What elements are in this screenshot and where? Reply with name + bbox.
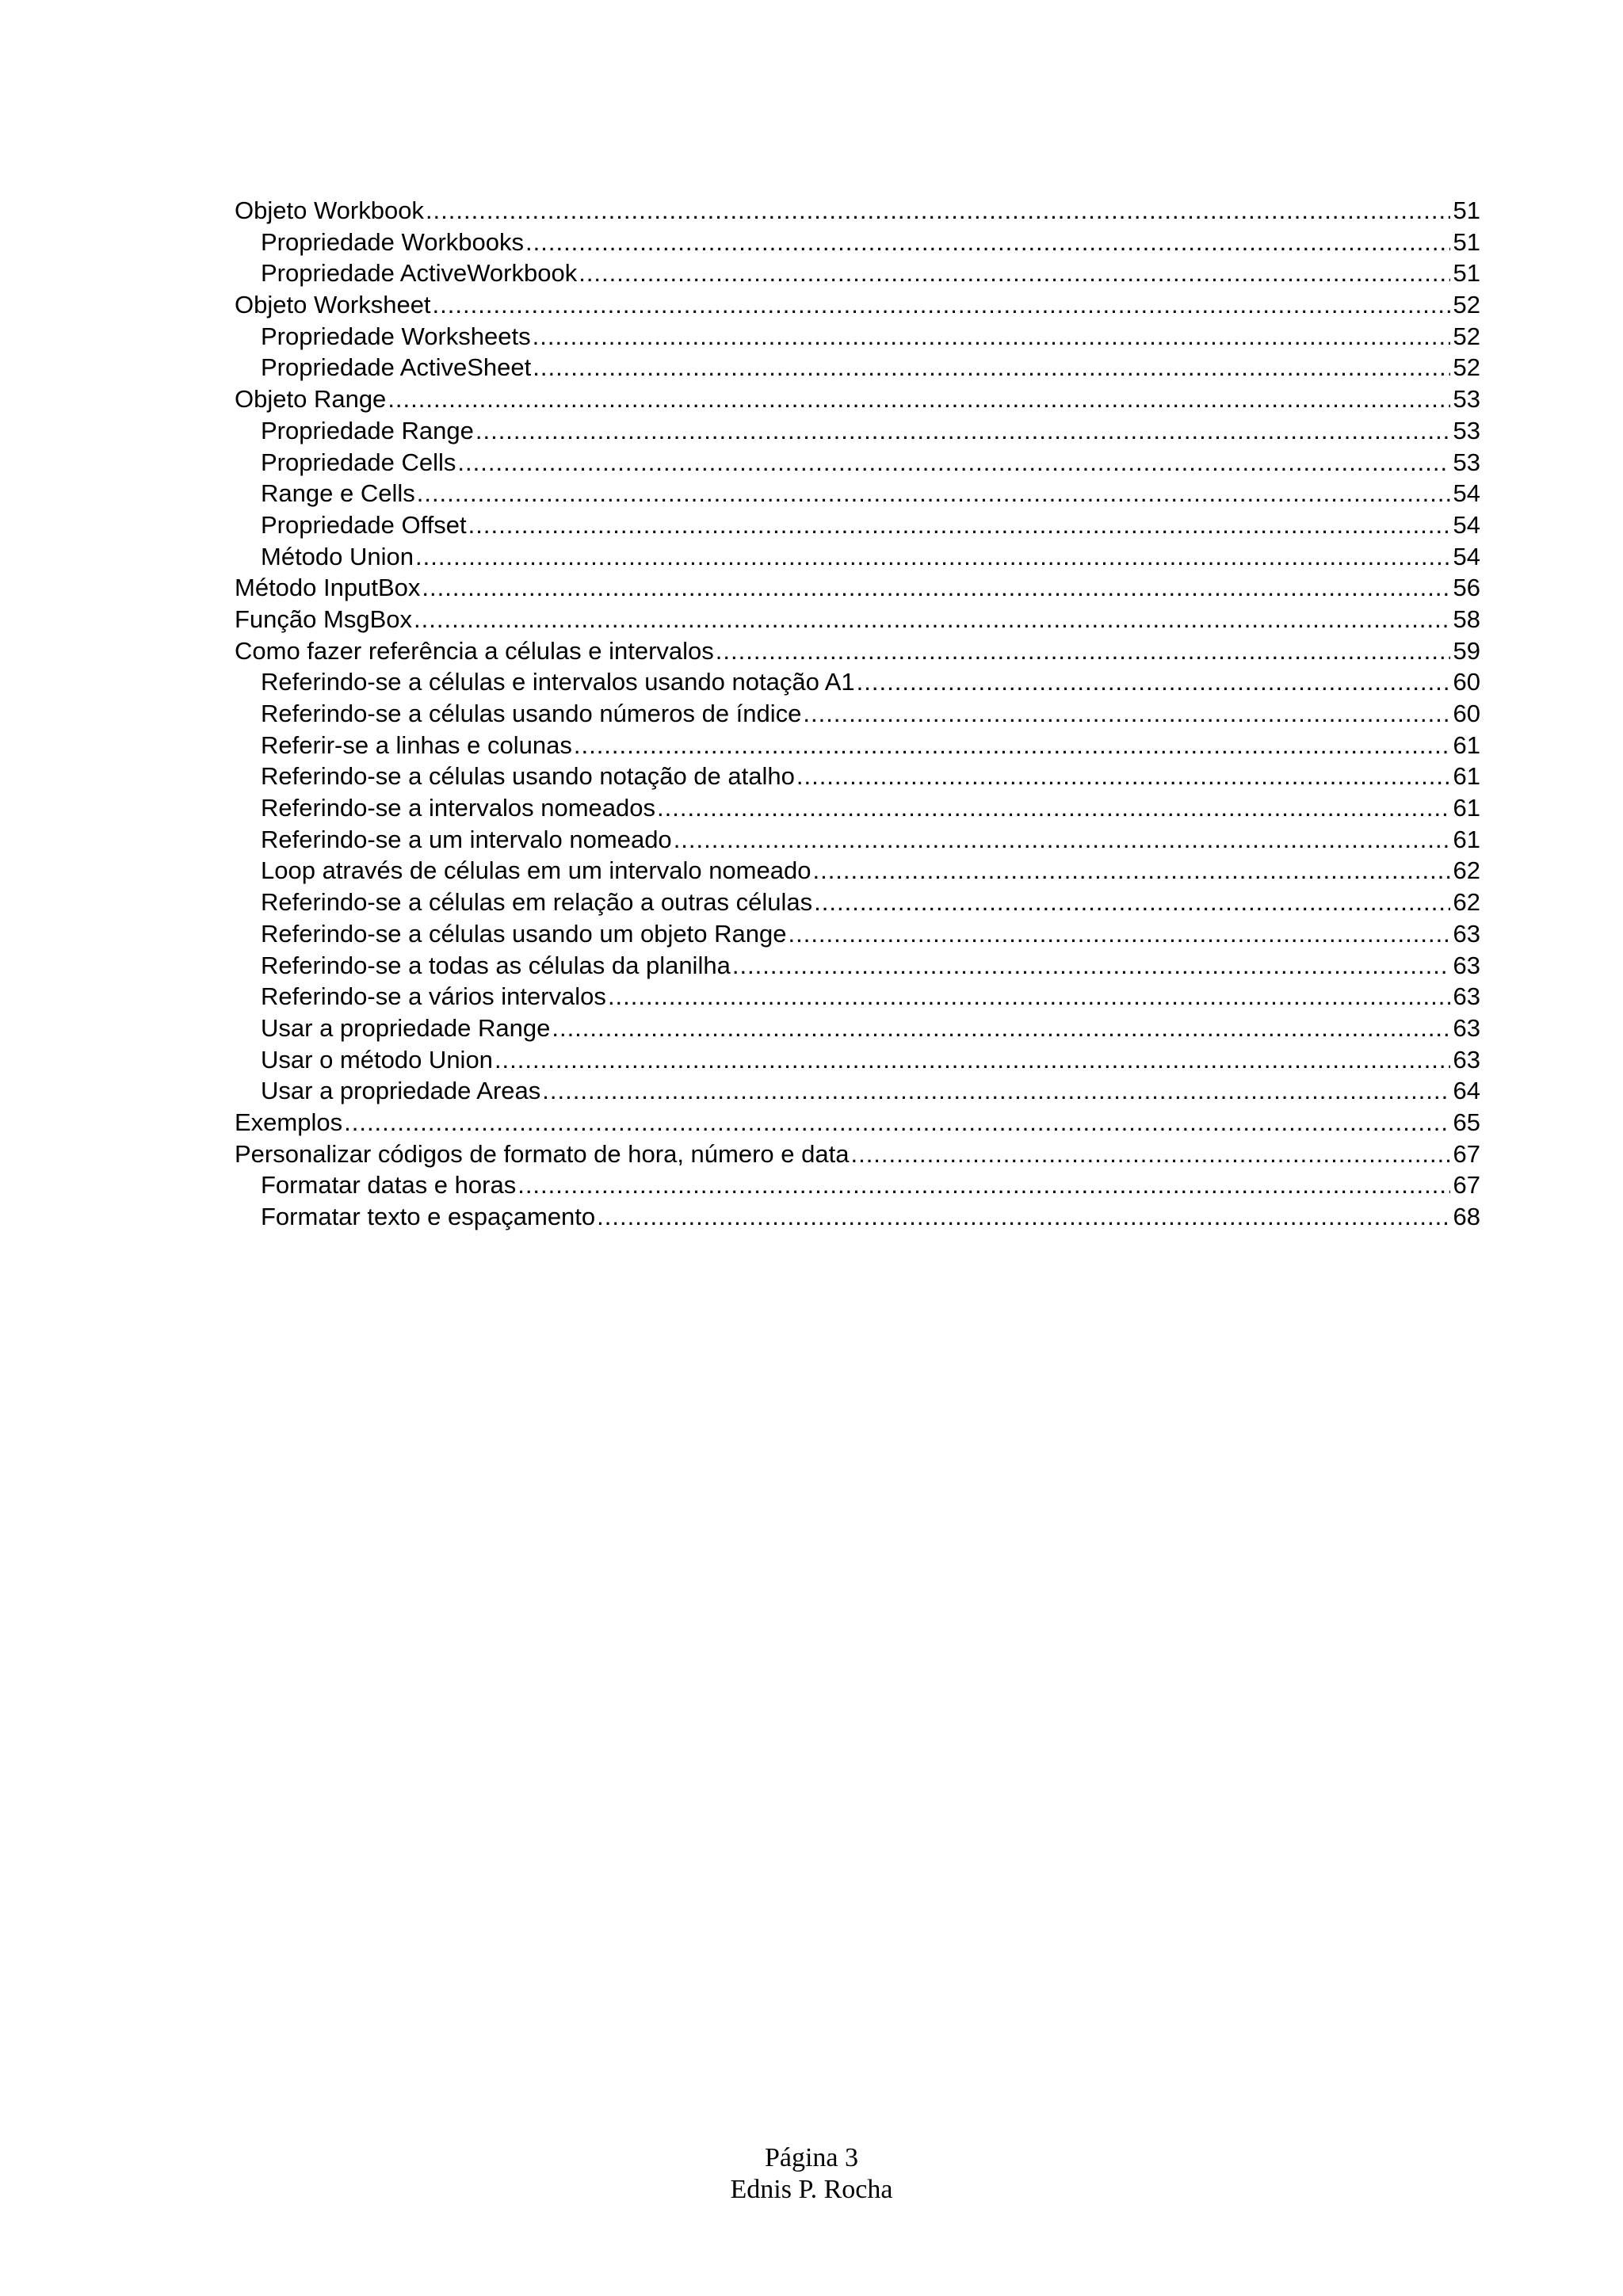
footer-page-number: Página 3 (764, 2143, 859, 2172)
toc-dot-leader (814, 887, 1449, 918)
toc-entry-title: Propriedade Workbooks (261, 227, 524, 256)
toc-dot-leader (415, 541, 1450, 573)
toc-entry[interactable] (235, 1044, 1480, 1076)
toc-entry-page: 54 (1453, 479, 1480, 508)
toc-entry-page: 58 (1453, 605, 1480, 633)
toc-entry-page: 61 (1453, 794, 1480, 822)
toc-dot-leader (525, 227, 1450, 258)
toc-dot-leader (657, 792, 1450, 824)
toc-dot-leader (796, 761, 1450, 792)
toc-entry-page: 52 (1453, 353, 1480, 382)
toc-dot-leader (433, 289, 1450, 321)
toc-entry-page: 51 (1453, 227, 1480, 256)
toc-entry-title: Personalizar códigos de formato de hora, número e data (235, 1139, 850, 1168)
toc-entry[interactable] (235, 730, 1480, 761)
toc-entry-title: Referindo-se a células usando números de índice (261, 700, 802, 727)
toc-dot-leader (533, 352, 1449, 383)
toc-entry-page: 52 (1453, 291, 1480, 319)
toc-entry[interactable] (235, 698, 1480, 730)
toc-dot-leader (608, 981, 1450, 1013)
toc-dot-leader (552, 1013, 1449, 1044)
toc-entry-page: 59 (1453, 636, 1480, 665)
toc-entry-page: 63 (1453, 1013, 1480, 1042)
toc-entry-title: Objeto Worksheet (235, 291, 431, 319)
toc-entry-title: Referindo-se a todas as células da planilha (261, 951, 731, 979)
toc-entry-page: 63 (1453, 1045, 1480, 1074)
toc-entry[interactable] (235, 635, 1480, 667)
toc-entry-page: 52 (1453, 322, 1480, 350)
toc-entry-title: Range e Cells (261, 479, 415, 508)
toc-entry-page: 56 (1453, 574, 1480, 602)
toc-dot-leader (475, 415, 1450, 447)
toc-entry-page: 63 (1453, 919, 1480, 948)
toc-entry-title: Referindo-se a vários intervalos (261, 982, 606, 1011)
toc-entry-title: Como fazer referência a células e intervalos (235, 636, 714, 665)
toc-entry-title: Objeto Range (235, 385, 387, 414)
toc-entry-title: Usar a propriedade Range (261, 1013, 551, 1042)
toc-dot-leader (533, 321, 1450, 353)
toc-dot-leader (788, 918, 1449, 950)
toc-entry[interactable] (235, 887, 1480, 918)
toc-entry-page: 51 (1453, 196, 1480, 224)
toc-dot-leader (597, 1201, 1449, 1233)
footer-author: Ednis P. Rocha (730, 2175, 893, 2204)
toc-entry-page: 53 (1453, 416, 1480, 444)
toc-entry-title: Referir-se a linhas e colunas (261, 730, 572, 759)
toc-entry-page: 63 (1453, 982, 1480, 1011)
toc-dot-leader (812, 855, 1449, 887)
toc-entry-title: Usar o método Union (261, 1045, 493, 1074)
toc-entry[interactable] (235, 289, 1480, 321)
toc-dot-leader (857, 666, 1450, 698)
toc-entry-page: 68 (1453, 1203, 1480, 1230)
toc-entry[interactable] (235, 824, 1480, 856)
toc-entry-page: 62 (1453, 856, 1480, 885)
toc-entry[interactable] (235, 415, 1480, 447)
toc-entry-page: 53 (1453, 385, 1480, 414)
toc-dot-leader (732, 950, 1450, 982)
toc-dot-leader (517, 1169, 1449, 1201)
toc-entry-title: Referindo-se a intervalos nomeados (261, 794, 655, 822)
toc-entry[interactable] (235, 257, 1480, 289)
toc-entry[interactable] (235, 1138, 1480, 1170)
toc-entry-title: Exemplos (235, 1108, 343, 1136)
toc-entry[interactable] (235, 541, 1480, 573)
toc-dot-leader (850, 1138, 1449, 1170)
toc-entry-title: Formatar datas e horas (261, 1171, 517, 1199)
toc-entry[interactable] (235, 1107, 1480, 1138)
toc-dot-leader (803, 698, 1449, 730)
toc-entry-title: Loop através de células em um intervalo nomeado (261, 856, 812, 885)
toc-entry-page: 53 (1453, 448, 1480, 476)
toc-entry[interactable] (235, 950, 1480, 982)
toc-dot-leader (674, 824, 1450, 856)
toc-entry[interactable] (235, 447, 1480, 479)
toc-entry-title: Método InputBox (235, 574, 421, 602)
toc-entry-title: Usar a propriedade Areas (261, 1077, 541, 1105)
toc-entry[interactable] (235, 855, 1480, 887)
toc-entry[interactable] (235, 761, 1480, 792)
toc-dot-leader (344, 1107, 1449, 1138)
toc-entry[interactable] (235, 227, 1480, 258)
toc-entry-page: 60 (1453, 700, 1480, 727)
toc-entry-title: Referindo-se a um intervalo nomeado (261, 825, 672, 853)
toc-dot-leader (579, 257, 1449, 289)
toc-entry[interactable] (235, 918, 1480, 950)
toc-entry-title: Referindo-se a células em relação a outras células (261, 888, 813, 917)
toc-dot-leader (414, 604, 1450, 635)
toc-entry-title: Propriedade Range (261, 416, 474, 444)
toc-entry[interactable] (235, 352, 1480, 383)
toc-entry[interactable] (235, 1169, 1480, 1201)
toc-entry-title: Propriedade ActiveSheet (261, 353, 532, 382)
toc-entry[interactable] (235, 1075, 1480, 1107)
toc-entry-page: 61 (1453, 762, 1480, 791)
toc-entry-title: Referindo-se a células usando notação de atalho (261, 762, 795, 791)
toc-dot-leader (422, 572, 1449, 604)
toc-entry[interactable] (235, 572, 1480, 604)
toc-entry-title: Propriedade Cells (261, 448, 456, 476)
toc-dot-leader (426, 195, 1450, 227)
toc-entry-title: Referindo-se a células e intervalos usando notação A1 (261, 668, 855, 696)
toc-entry-title: Função MsgBox (235, 605, 412, 633)
toc-entry-title: Propriedade Worksheets (261, 322, 531, 350)
toc-entry-page: 61 (1453, 730, 1480, 759)
toc-entry[interactable] (235, 195, 1480, 227)
toc-entry[interactable] (235, 383, 1480, 415)
toc-entry-page: 63 (1453, 951, 1480, 979)
toc-dot-leader (716, 635, 1450, 667)
toc-entry[interactable] (235, 1013, 1480, 1044)
toc-entry-page: 54 (1453, 510, 1480, 539)
toc-entry-title: Método Union (261, 542, 414, 570)
toc-entry[interactable] (235, 1201, 1480, 1233)
table-of-contents (235, 195, 1480, 1233)
toc-entry-title: Objeto Workbook (235, 196, 424, 224)
toc-dot-leader (457, 447, 1449, 479)
toc-entry-page: 51 (1453, 259, 1480, 288)
toc-entry[interactable] (235, 478, 1480, 509)
toc-entry-title: Referindo-se a células usando um objeto Range (261, 919, 787, 948)
toc-dot-leader (417, 478, 1450, 509)
toc-entry-page: 64 (1453, 1077, 1480, 1105)
toc-entry-page: 60 (1453, 668, 1480, 696)
toc-entry-page: 67 (1453, 1139, 1480, 1168)
toc-entry-title: Formatar texto e espaçamento (261, 1203, 596, 1230)
toc-dot-leader (468, 509, 1450, 541)
toc-entry[interactable] (235, 666, 1480, 698)
toc-dot-leader (542, 1075, 1449, 1107)
toc-entry-page: 61 (1453, 825, 1480, 853)
toc-entry[interactable] (235, 321, 1480, 353)
toc-entry[interactable] (235, 981, 1480, 1013)
toc-dot-leader (574, 730, 1450, 761)
toc-entry[interactable] (235, 792, 1480, 824)
toc-entry-title: Propriedade ActiveWorkbook (261, 259, 578, 288)
toc-entry-page: 54 (1453, 542, 1480, 570)
toc-dot-leader (495, 1044, 1450, 1076)
toc-entry[interactable] (235, 509, 1480, 541)
toc-dot-leader (388, 383, 1449, 415)
toc-entry[interactable] (235, 604, 1480, 635)
toc-entry-page: 62 (1453, 888, 1480, 917)
toc-entry-title: Propriedade Offset (261, 510, 467, 539)
toc-entry-page: 65 (1453, 1108, 1480, 1136)
toc-entry-page: 67 (1453, 1171, 1480, 1199)
